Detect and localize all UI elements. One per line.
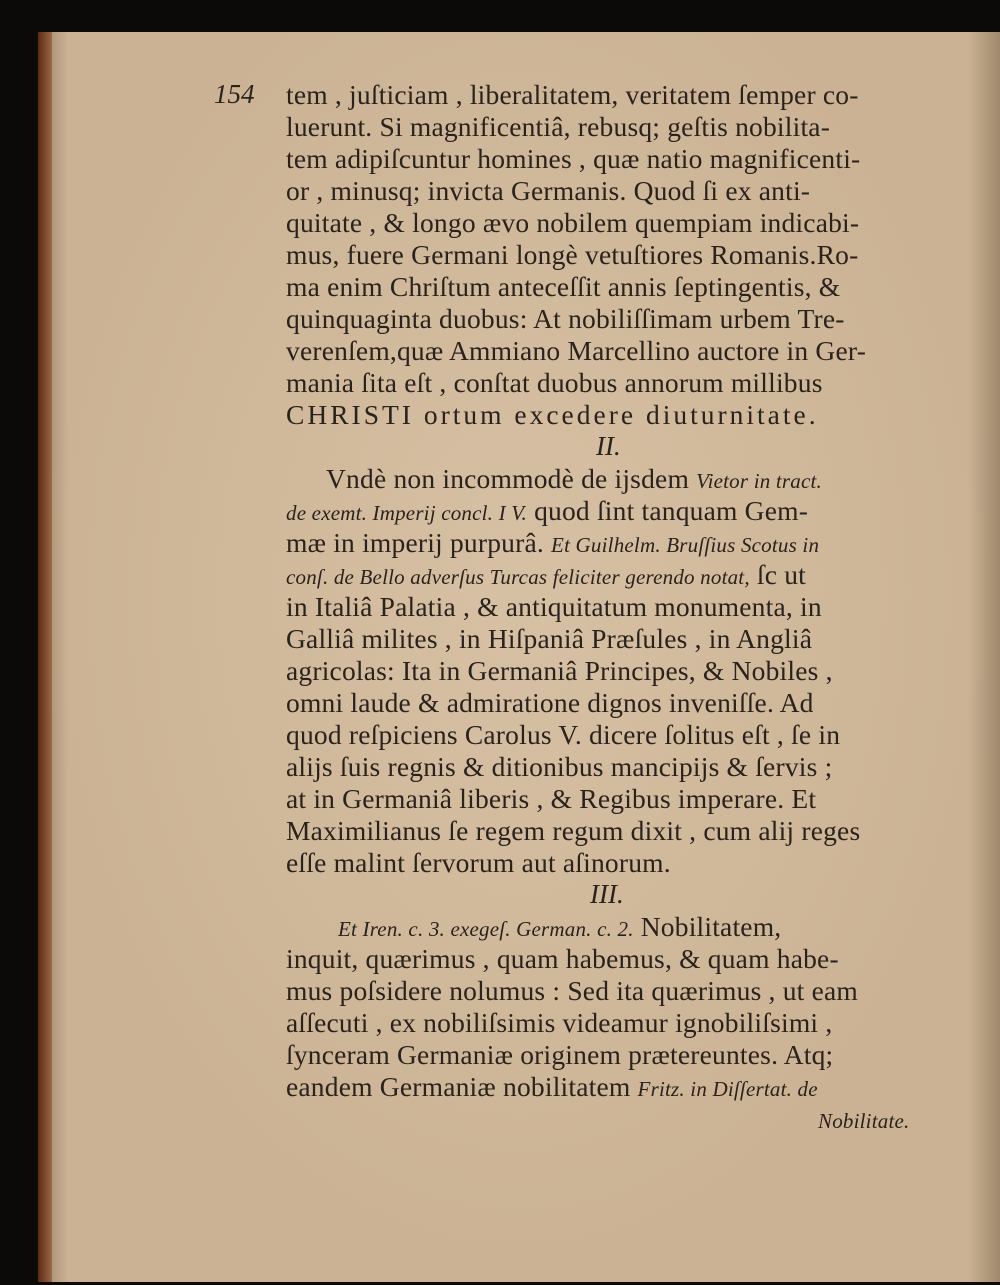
- text-line: omni laude & admiratione dignos inveniſſe. Ad: [286, 687, 814, 718]
- text-line: de exemt. Imperij concl. I V. quod ſint tanquam Gem-: [286, 495, 809, 526]
- text-line: agricolas: Ita in Germaniâ Principes, & Nobiles ,: [286, 655, 833, 686]
- text-line: Et Iren. c. 3. exegeſ. German. c. 2. Nobilitatem,: [338, 911, 782, 942]
- text-line: conſ. de Bello adverſus Turcas feliciter gerendo notat, ſc ut: [286, 559, 806, 590]
- book-page: [38, 32, 1000, 1282]
- text-line: eſſe malint ſervorum aut aſinorum.: [286, 847, 671, 878]
- text-line: ſynceram Germaniæ originem prætereuntes. Atq;: [286, 1039, 834, 1070]
- text-line: tem , juſticiam , liberalitatem, veritatem ſemper co-: [286, 79, 859, 110]
- section-number: III.: [590, 879, 624, 909]
- text-line: or , minusq; invicta Germanis. Quod ſi ex anti-: [286, 175, 811, 206]
- text-line: in Italiâ Palatia , & antiquitatum monumenta, in: [286, 591, 822, 622]
- text-line: alijs ſuis regnis & ditionibus mancipijs & ſervis ;: [286, 751, 833, 782]
- text-line: Galliâ milites , in Hiſpaniâ Præſules , in Angliâ: [286, 623, 813, 654]
- text-line: ma enim Chriſtum anteceſſit annis ſeptingentis, &: [286, 271, 841, 302]
- text-line: Maximilianus ſe regem regum dixit , cum alij reges: [286, 815, 861, 846]
- text-line: quitate , & longo ævo nobilem quempiam indicabi-: [286, 207, 860, 238]
- text-line: quod reſpiciens Carolus V. dicere ſolitus eſt , ſe in: [286, 719, 841, 750]
- text-line: Nobilitate.: [818, 1109, 910, 1133]
- text-line: CHRISTI ortum excedere diuturnitate.: [286, 399, 819, 430]
- text-line: mania ſita eſt , conſtat duobus annorum millibus: [286, 367, 823, 398]
- page-number: 154: [214, 79, 255, 109]
- text-line: luerunt. Si magnificentiâ, rebusq; geſtis nobilita-: [286, 111, 831, 142]
- text-line: quinquaginta duobus: At nobiliſſimam urbem Tre-: [286, 303, 845, 334]
- text-line: eandem Germaniæ nobilitatem Fritz. in Diſſertat. de: [286, 1071, 818, 1102]
- text-line: verenſem,quæ Ammiano Marcellino auctore in Ger-: [286, 335, 867, 366]
- text-line: Vndè non incommodè de ijsdem Vietor in tract.: [326, 463, 822, 494]
- text-line: mus poſsidere nolumus : Sed ita quærimus , ut eam: [286, 975, 858, 1006]
- text-line: aſſecuti , ex nobiliſsimis videamur ignobiliſsimi ,: [286, 1007, 833, 1038]
- text-line: at in Germaniâ liberis , & Regibus imperare. Et: [286, 783, 817, 814]
- text-line: mæ in imperij purpurâ. Et Guilhelm. Bruſſius Scotus in: [286, 527, 820, 558]
- section-number: II.: [596, 431, 621, 461]
- page-text: [38, 32, 1000, 1282]
- text-line: mus, fuere Germani longè vetuſtiores Romanis.Ro-: [286, 239, 859, 270]
- text-line: inquit, quærimus , quam habemus, & quam habe-: [286, 943, 839, 974]
- text-line: tem adipiſcuntur homines , quæ natio magnificenti-: [286, 143, 861, 174]
